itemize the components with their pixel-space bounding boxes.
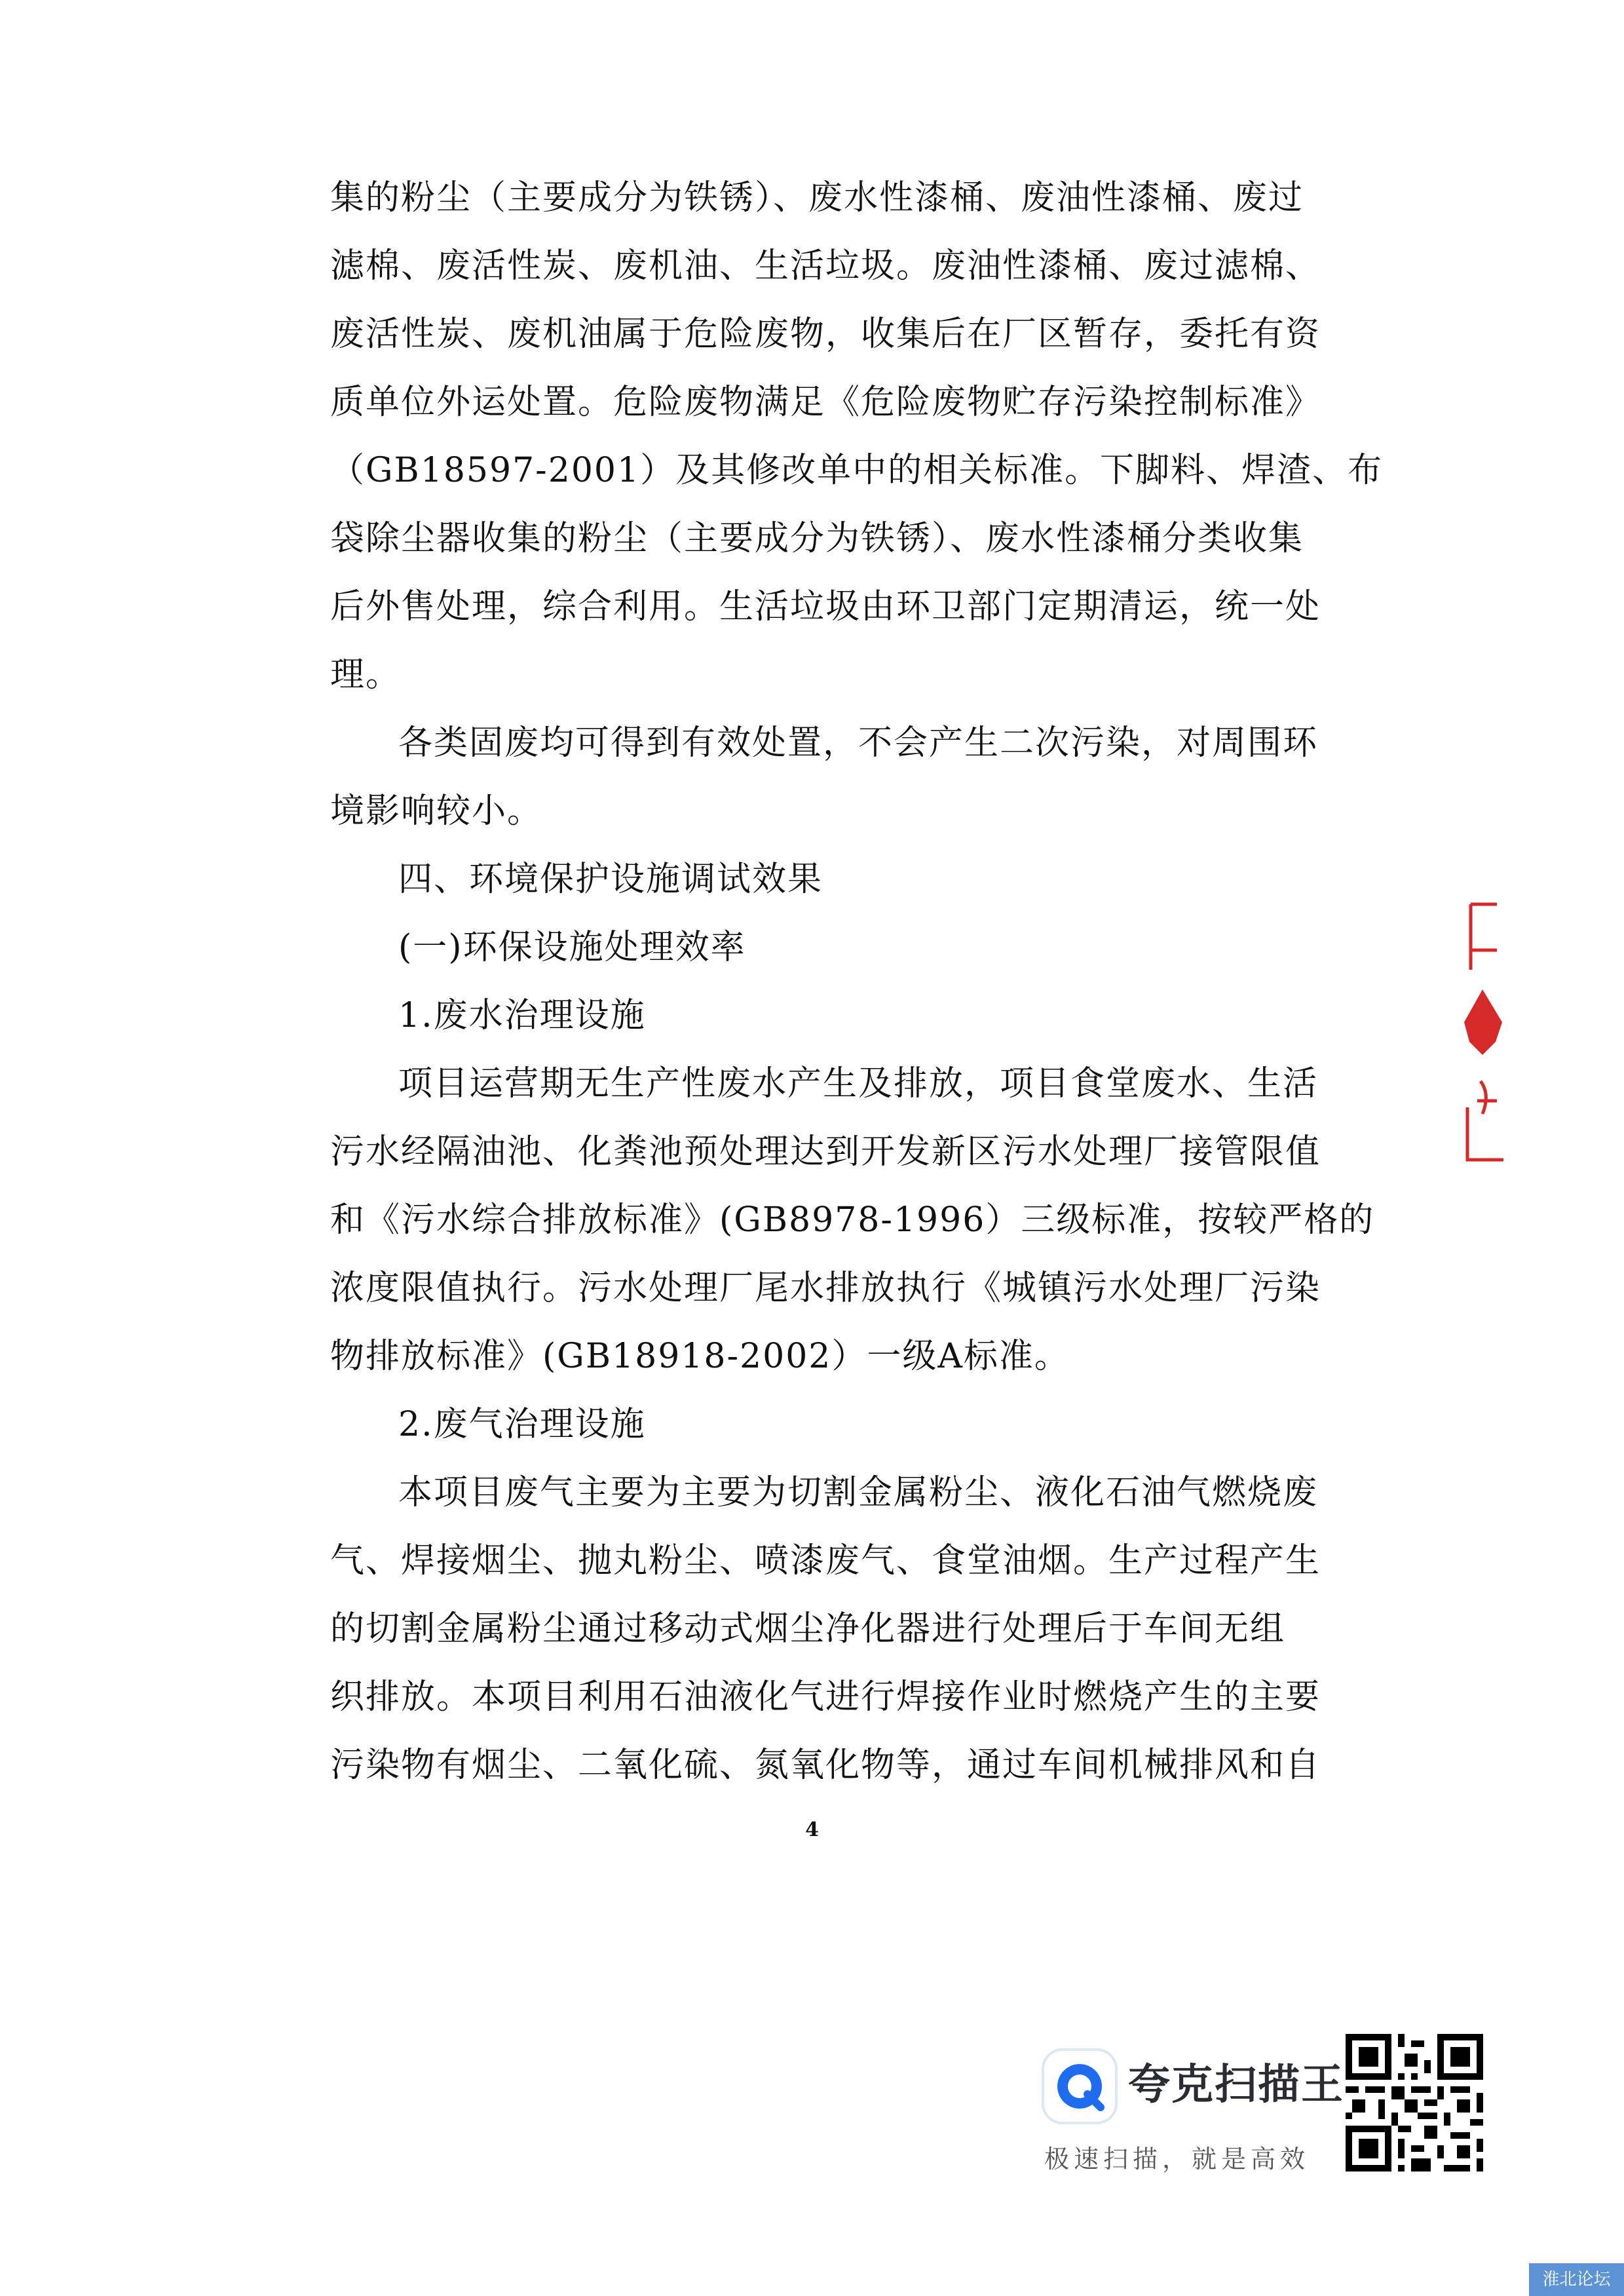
text-line: 境影响较小。 bbox=[330, 792, 543, 831]
text-line: （GB18597-2001）及其修改单中的相关标准。下脚料、焊渣、布 bbox=[330, 451, 1384, 490]
watermark-brand-name: 夸克扫描王 bbox=[1128, 2061, 1344, 2109]
paragraph-start: 项目运营期无生产性废水产生及排放，项目食堂废水、生活 bbox=[398, 1064, 1319, 1103]
text-line: 集的粉尘（主要成分为铁锈）、废水性漆桶、废油性漆桶、废过 bbox=[330, 178, 1304, 218]
document-body bbox=[330, 164, 1384, 1799]
text-line: 污水经隔油池、化粪池预处理达到开发新区污水处理厂接管限值 bbox=[330, 1132, 1321, 1172]
text-line: 浓度限值执行。污水处理厂尾水排放执行《城镇污水处理厂污染 bbox=[330, 1269, 1321, 1308]
paragraph-start: 本项目废气主要为主要为切割金属粉尘、液化石油气燃烧废 bbox=[398, 1473, 1319, 1512]
seal-stamp-fragment bbox=[1451, 891, 1513, 1166]
text-line: 污染物有烟尘、二氧化硫、氮氧化物等，通过车间机械排风和自 bbox=[330, 1746, 1321, 1785]
text-line: 滤棉、废活性炭、废机油、生活垃圾。废油性漆桶、废过滤棉、 bbox=[330, 246, 1321, 286]
text-line: 物排放标准》(GB18918-2002）一级A标准。 bbox=[330, 1337, 1070, 1376]
watermark-slogan: 极速扫描，就是高效 bbox=[1044, 2145, 1310, 2173]
section-heading: 四、环境保护设施调试效果 bbox=[398, 860, 823, 899]
text-line: 后外售处理，综合利用。生活垃圾由环卫部门定期清运，统一处 bbox=[330, 587, 1321, 626]
corner-badge: 淮北论坛 bbox=[1529, 2263, 1624, 2296]
text-line: 和《污水综合排放标准》(GB8978-1996）三级标准，按较严格的 bbox=[330, 1200, 1375, 1240]
text-line: 理。 bbox=[330, 655, 402, 695]
page-number: 4 bbox=[805, 1818, 819, 1841]
item-heading: 1.废水治理设施 bbox=[398, 996, 646, 1035]
paragraph-start: 各类固废均可得到有效处置，不会产生二次污染，对周围环 bbox=[398, 723, 1319, 763]
item-heading: 2.废气治理设施 bbox=[398, 1405, 646, 1444]
subsection-heading: (一)环保设施处理效率 bbox=[398, 928, 746, 967]
quark-logo-icon bbox=[1040, 2047, 1119, 2126]
text-line: 气、焊接烟尘、抛丸粉尘、喷漆废气、食堂油烟。生产过程产生 bbox=[330, 1541, 1321, 1580]
text-line: 质单位外运处置。危险废物满足《危险废物贮存污染控制标准》 bbox=[330, 383, 1321, 422]
qr-code-icon bbox=[1346, 2034, 1483, 2172]
text-line: 袋除尘器收集的粉尘（主要成分为铁锈）、废水性漆桶分类收集 bbox=[330, 519, 1304, 558]
text-line: 织排放。本项目利用石油液化气进行焊接作业时燃烧产生的主要 bbox=[330, 1677, 1321, 1717]
text-line: 废活性炭、废机油属于危险废物，收集后在厂区暂存，委托有资 bbox=[330, 315, 1321, 354]
text-line: 的切割金属粉尘通过移动式烟尘净化器进行处理后于车间无组 bbox=[330, 1609, 1286, 1649]
